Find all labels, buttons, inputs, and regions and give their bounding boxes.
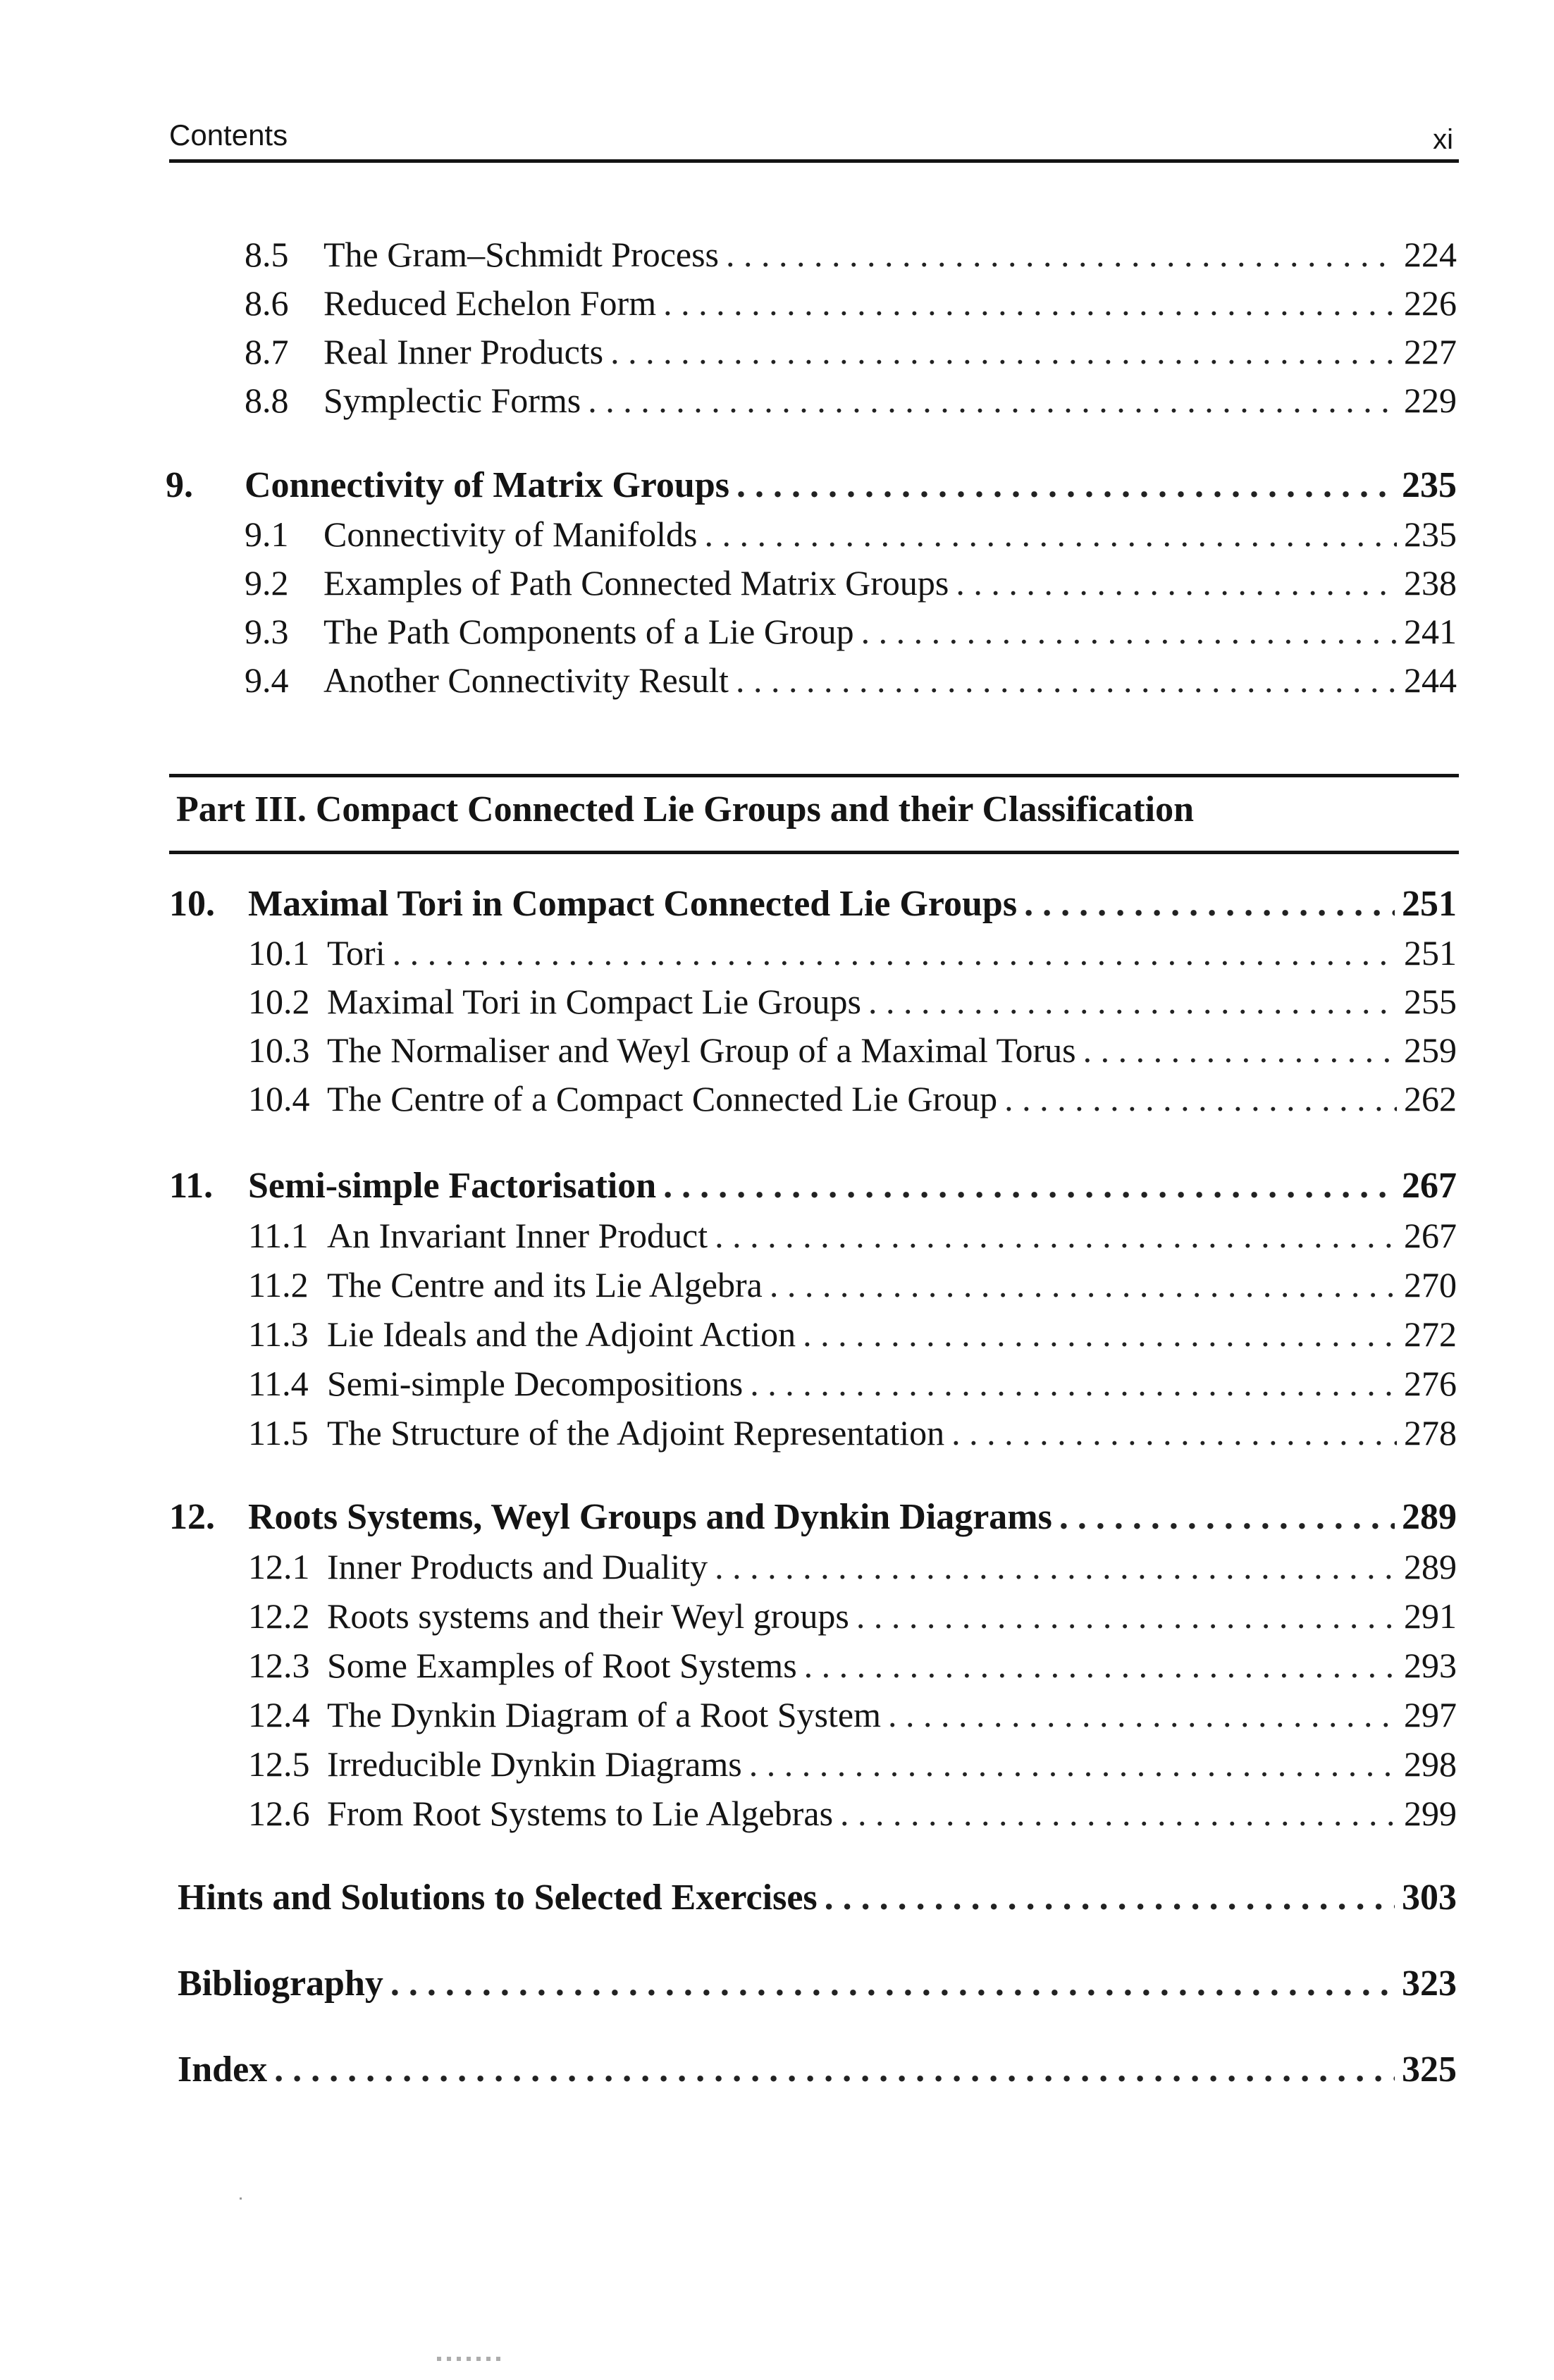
toc-chapter[interactable]	[166, 464, 1457, 507]
section-number: 10.1	[248, 933, 310, 973]
dot-leader	[715, 1214, 1397, 1257]
section-number: 11.1	[248, 1216, 309, 1255]
dot-leader	[749, 1742, 1397, 1786]
page-number: 226	[1404, 283, 1457, 323]
section-title: The Gram–Schmidt Process	[323, 235, 720, 274]
header-page-number: xi	[1433, 124, 1453, 155]
scan-smudge	[437, 2357, 500, 2361]
page-number: 267	[1404, 1216, 1457, 1255]
dot-leader	[888, 1693, 1397, 1737]
dot-leader	[736, 464, 1395, 507]
chapter-title: Semi-simple Factorisation	[248, 1166, 657, 1206]
page-number: 259	[1404, 1030, 1457, 1070]
section-number: 9.3	[245, 612, 289, 651]
section-title: Roots systems and their Weyl groups	[327, 1596, 849, 1636]
part-heading	[169, 774, 1459, 854]
section-title: Some Examples of Root Systems	[327, 1646, 797, 1685]
toc-section[interactable]	[248, 1362, 1457, 1405]
section-title: Real Inner Products	[323, 332, 604, 371]
toc-section[interactable]	[248, 1028, 1457, 1072]
toc-section[interactable]	[245, 378, 1457, 422]
section-number: 12.1	[248, 1547, 310, 1586]
section-title: The Centre of a Compact Connected Lie Group	[327, 1079, 998, 1118]
dot-leader	[951, 1411, 1397, 1455]
section-title: Lie Ideals and the Adjoint Action	[327, 1314, 796, 1354]
page-number: 224	[1404, 235, 1457, 274]
section-title: Tori	[327, 933, 386, 973]
section-number: 8.8	[245, 381, 289, 420]
header-title: Contents	[169, 118, 288, 152]
part-title: Part III. Compact Connected Lie Groups and their Classification	[176, 789, 1194, 830]
toc-section[interactable]	[248, 1545, 1457, 1589]
dot-leader	[736, 658, 1397, 702]
page-number: 238	[1404, 563, 1457, 603]
page-number: 303	[1402, 1878, 1457, 1918]
page-number: 278	[1404, 1413, 1457, 1453]
page-number: 251	[1404, 933, 1457, 973]
dot-leader	[390, 1962, 1395, 2006]
page-number: 325	[1402, 2049, 1457, 2090]
section-number: 9.2	[245, 563, 289, 603]
toc-section[interactable]	[248, 1263, 1457, 1307]
back-matter-title: Index	[178, 2049, 268, 2090]
page-number: 276	[1404, 1364, 1457, 1403]
toc-section[interactable]	[245, 330, 1457, 374]
dot-leader	[1059, 1496, 1395, 1539]
section-number: 10.3	[248, 1030, 310, 1070]
toc-section[interactable]	[245, 610, 1457, 653]
page-number: 293	[1404, 1646, 1457, 1685]
page-number: 251	[1402, 884, 1457, 924]
dot-leader	[868, 980, 1397, 1023]
dot-leader	[856, 1594, 1397, 1638]
chapter-number: 11.	[169, 1166, 214, 1206]
section-number: 12.6	[248, 1794, 310, 1833]
section-number: 12.4	[248, 1695, 310, 1734]
toc-section[interactable]	[248, 1792, 1457, 1835]
dot-leader	[588, 378, 1397, 422]
section-number: 10.2	[248, 982, 310, 1021]
dot-leader	[1004, 1077, 1397, 1121]
toc-section[interactable]	[248, 980, 1457, 1023]
chapter-title: Roots Systems, Weyl Groups and Dynkin Diagrams	[248, 1497, 1052, 1537]
section-number: 11.5	[248, 1413, 309, 1453]
toc-chapter[interactable]	[169, 1164, 1457, 1208]
dot-leader	[715, 1545, 1397, 1589]
section-title: Semi-simple Decompositions	[327, 1364, 744, 1403]
dot-leader	[825, 1876, 1395, 1920]
section-title: Reduced Echelon Form	[323, 283, 657, 323]
toc-section[interactable]	[248, 1411, 1457, 1455]
section-title: The Path Components of a Lie Group	[323, 612, 854, 651]
page-number: 255	[1404, 982, 1457, 1021]
dot-leader	[610, 330, 1397, 374]
page-number: 272	[1404, 1314, 1457, 1354]
section-number: 12.3	[248, 1646, 310, 1685]
section-title: Another Connectivity Result	[323, 660, 729, 700]
section-title: Examples of Path Connected Matrix Groups	[323, 563, 949, 603]
page-number: 289	[1404, 1547, 1457, 1586]
page-number: 229	[1404, 381, 1457, 420]
page-number: 289	[1402, 1497, 1457, 1537]
page-number: 235	[1404, 514, 1457, 554]
section-number: 12.2	[248, 1596, 310, 1636]
dot-leader	[663, 1164, 1395, 1208]
page-number: 323	[1402, 1963, 1457, 2004]
running-header	[169, 111, 1459, 163]
toc-section[interactable]	[248, 1644, 1457, 1687]
dot-leader	[861, 610, 1397, 653]
dot-leader	[770, 1263, 1397, 1307]
chapter-number: 12.	[169, 1497, 215, 1537]
section-number: 11.3	[248, 1314, 309, 1354]
scan-speck	[240, 2197, 242, 2200]
section-title: An Invariant Inner Product	[327, 1216, 708, 1255]
section-title: Connectivity of Manifolds	[323, 514, 698, 554]
toc-section[interactable]	[248, 1312, 1457, 1356]
toc-section[interactable]	[245, 512, 1457, 556]
page-number: 298	[1404, 1744, 1457, 1784]
page-number: 262	[1404, 1079, 1457, 1118]
toc-section[interactable]	[248, 1077, 1457, 1121]
toc-back-matter[interactable]	[178, 1962, 1457, 2006]
section-number: 8.7	[245, 332, 289, 371]
section-number: 8.6	[245, 283, 289, 323]
chapter-number: 9.	[166, 465, 193, 505]
dot-leader	[804, 1644, 1397, 1687]
toc-section[interactable]	[248, 1214, 1457, 1257]
chapter-title: Connectivity of Matrix Groups	[245, 465, 729, 505]
section-title: The Dynkin Diagram of a Root System	[327, 1695, 881, 1734]
section-title: From Root Systems to Lie Algebras	[327, 1794, 834, 1833]
page-number: 241	[1404, 612, 1457, 651]
section-title: Inner Products and Duality	[327, 1547, 708, 1586]
toc-section[interactable]	[248, 1594, 1457, 1638]
section-title: Symplectic Forms	[323, 381, 581, 420]
dot-leader	[840, 1792, 1397, 1835]
section-title: Irreducible Dynkin Diagrams	[327, 1744, 742, 1784]
toc-section[interactable]	[245, 233, 1457, 276]
dot-leader	[726, 233, 1397, 276]
section-number: 10.4	[248, 1079, 310, 1118]
dot-leader	[705, 512, 1398, 556]
section-number: 11.4	[248, 1364, 309, 1403]
section-number: 12.5	[248, 1744, 310, 1784]
dot-leader	[750, 1362, 1397, 1405]
toc-section[interactable]	[245, 281, 1457, 325]
toc-chapter[interactable]	[169, 882, 1457, 926]
dot-leader	[1083, 1028, 1397, 1072]
section-title: The Normaliser and Weyl Group of a Maximal Torus	[327, 1030, 1076, 1070]
toc-section[interactable]	[248, 1742, 1457, 1786]
section-title: The Centre and its Lie Algebra	[327, 1265, 763, 1305]
dot-leader	[393, 931, 1397, 975]
dot-leader	[663, 281, 1397, 325]
dot-leader	[956, 561, 1397, 605]
toc-section[interactable]	[248, 931, 1457, 975]
page-number: 244	[1404, 660, 1457, 700]
section-number: 9.1	[245, 514, 289, 554]
section-number: 8.5	[245, 235, 289, 274]
toc-section[interactable]	[245, 561, 1457, 605]
dot-leader	[803, 1312, 1397, 1356]
section-title: Maximal Tori in Compact Lie Groups	[327, 982, 861, 1021]
page-number: 227	[1404, 332, 1457, 371]
page-number: 267	[1402, 1166, 1457, 1206]
toc-chapter[interactable]	[169, 1496, 1457, 1539]
page-number: 270	[1404, 1265, 1457, 1305]
chapter-number: 10.	[169, 884, 215, 924]
dot-leader	[274, 2048, 1395, 2092]
toc-back-matter[interactable]	[178, 1876, 1457, 1920]
page-number: 299	[1404, 1794, 1457, 1833]
page-number: 291	[1404, 1596, 1457, 1636]
chapter-title: Maximal Tori in Compact Connected Lie Groups	[248, 884, 1018, 924]
section-number: 11.2	[248, 1265, 309, 1305]
back-matter-title: Hints and Solutions to Selected Exercises	[178, 1878, 818, 1918]
section-title: The Structure of the Adjoint Representation	[327, 1413, 945, 1453]
toc-section[interactable]	[245, 658, 1457, 702]
page-number: 297	[1404, 1695, 1457, 1734]
toc-back-matter[interactable]	[178, 2048, 1457, 2092]
back-matter-title: Bibliography	[178, 1963, 383, 2004]
dot-leader	[1024, 882, 1395, 926]
section-number: 9.4	[245, 660, 289, 700]
toc-section[interactable]	[248, 1693, 1457, 1737]
page-number: 235	[1402, 465, 1457, 505]
